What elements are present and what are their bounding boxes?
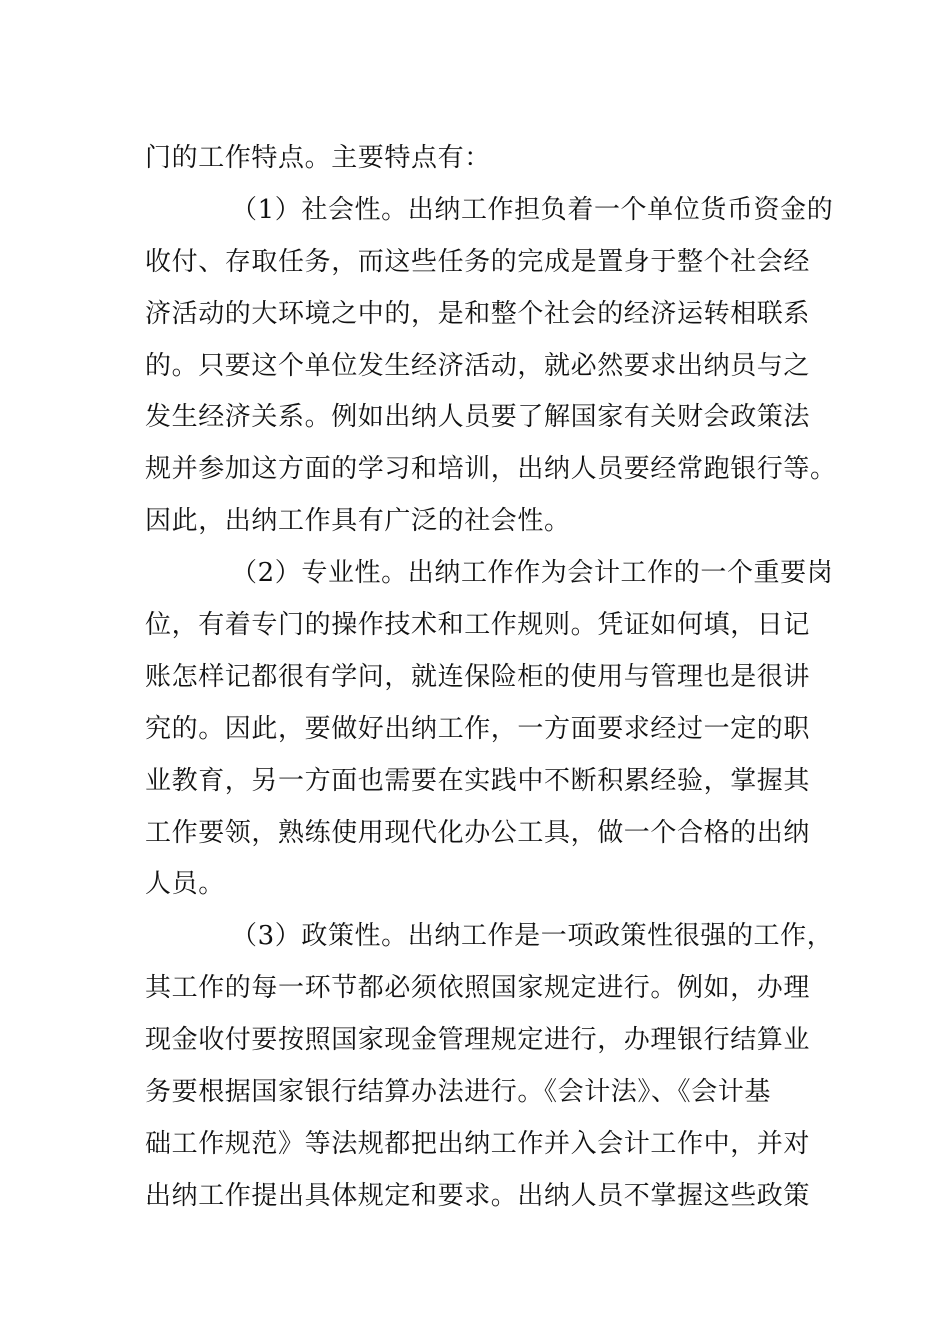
text-line: （3）政策性。出纳工作是一项政策性很强的工作，	[231, 921, 834, 952]
text-line: 发生经济关系。例如出纳人员要了解国家有关财会政策法	[145, 402, 811, 433]
text-line: 究的。因此，要做好出纳工作，一方面要求经过一定的职	[145, 713, 811, 744]
text-line: 其工作的每一环节都必须依照国家规定进行。例如，办理	[145, 973, 811, 1004]
text-line: 账怎样记都很有学问，就连保险柜的使用与管理也是很讲	[145, 661, 811, 692]
text-line: 收付、存取任务，而这些任务的完成是置身于整个社会经	[145, 246, 811, 277]
text-line: 门的工作特点。主要特点有：	[145, 143, 491, 173]
text-line: 务要根据国家银行结算办法进行。《会计法》、《会计基	[145, 1077, 772, 1108]
text-line: 现金收付要按照国家现金管理规定进行，办理银行结算业	[145, 1025, 811, 1056]
text-line: 业教育，另一方面也需要在实践中不断积累经验，掌握其	[145, 765, 811, 796]
text-line: 的。只要这个单位发生经济活动，就必然要求出纳员与之	[145, 350, 811, 381]
text-line: 人员。	[145, 869, 225, 900]
text-line: 位，有着专门的操作技术和工作规则。凭证如何填，日记	[145, 610, 811, 641]
text-line: 工作要领，熟练使用现代化办公工具，做一个合格的出纳	[145, 817, 811, 848]
text-line: 础工作规范》等法规都把出纳工作并入会计工作中，并对	[145, 1128, 811, 1159]
text-line: （1）社会性。出纳工作担负着一个单位货币资金的	[231, 194, 834, 225]
text-line: 济活动的大环境之中的，是和整个社会的经济运转相联系	[145, 298, 811, 329]
body-text	[145, 133, 837, 1223]
text-line: 规并参加这方面的学习和培训，出纳人员要经常跑银行等。	[145, 454, 837, 485]
text-line: 出纳工作提出具体规定和要求。出纳人员不掌握这些政策	[145, 1180, 811, 1211]
text-line: （2）专业性。出纳工作作为会计工作的一个重要岗	[231, 558, 834, 589]
text-line: 因此，出纳工作具有广泛的社会性。	[145, 506, 571, 537]
